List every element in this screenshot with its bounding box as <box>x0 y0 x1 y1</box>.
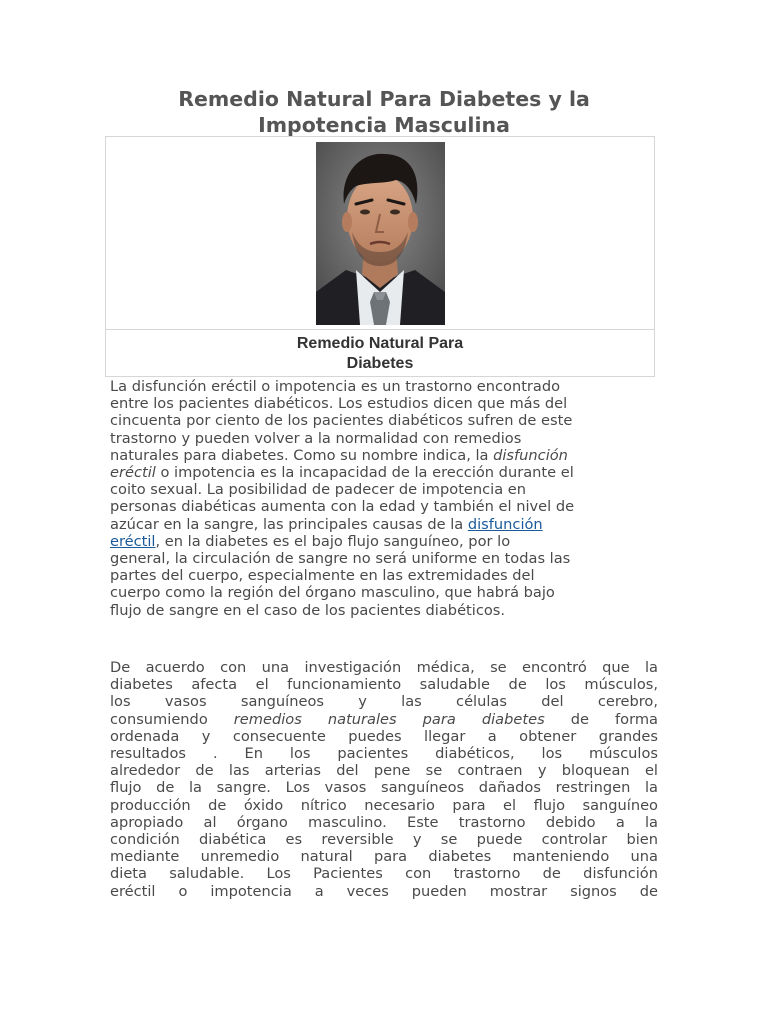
text-fragment: azúcar en la sangre, las principales causas de la <box>110 515 468 533</box>
text-line: condición diabética es reversible y se puede controlar bien <box>110 831 658 849</box>
title-line: Remedio Natural Para Diabetes y la <box>178 87 590 111</box>
text-line: los vasos sanguíneos y las células del cerebro, <box>110 693 658 711</box>
text-line: cincuenta por ciento de los pacientes diabéticos sufren de este <box>110 412 573 430</box>
italic-term: remedios naturales para diabetes <box>233 710 545 728</box>
text-line <box>110 711 658 728</box>
text-line: ordenada y consecuente puedes llegar a obtener grandes <box>110 727 658 745</box>
text-line: apropiado al órgano masculino. Este trastorno debido a la <box>110 813 658 831</box>
text-line <box>110 533 658 550</box>
text-line <box>110 447 658 464</box>
text-line: resultados . En los pacientes diabéticos, los músculos <box>110 745 658 763</box>
text-line: personas diabéticas aumenta con la edad y también el nivel de <box>110 498 575 516</box>
text-line: entre los pacientes diabéticos. Los estudios dicen que más del <box>110 395 568 413</box>
text-fragment: , en la diabetes es el bajo flujo sanguíneo, por lo <box>155 532 511 550</box>
text-line: dieta saludable. Los Pacientes con trastorno de disfunción <box>110 865 658 883</box>
figure-image-cell <box>106 137 654 330</box>
caption-line: Diabetes <box>346 355 414 372</box>
text-line: producción de óxido nítrico necesario para el flujo sanguíneo <box>110 796 658 814</box>
italic-term: disfunción <box>493 446 568 464</box>
title-line: Impotencia Masculina <box>258 113 510 137</box>
portrait-photo <box>316 142 445 325</box>
figure-table <box>105 136 655 377</box>
text-fragment: consumiendo <box>110 710 234 728</box>
text-line: De acuerdo con una investigación médica, se encontró que la <box>110 659 658 676</box>
paragraph-1 <box>110 378 658 619</box>
text-fragment: de forma <box>544 710 658 728</box>
italic-term: eréctil <box>110 464 156 482</box>
disfuncion-erectil-link[interactable]: disfunción <box>467 515 543 533</box>
text-fragment: naturales para diabetes. Como su nombre indica, la <box>110 446 494 464</box>
text-line: partes del cuerpo, especialmente en las extremidades del <box>110 567 535 585</box>
text-line <box>110 464 658 481</box>
text-fragment: o impotencia es la incapacidad de la erección durante el <box>155 464 574 482</box>
paragraph-2 <box>110 659 658 900</box>
text-line: flujo de sangre en el caso de los pacientes diabéticos. <box>110 601 506 619</box>
text-line: coito sexual. La posibilidad de padecer de impotencia en <box>110 481 527 499</box>
text-line: general, la circulación de sangre no será uniforme en todas las <box>110 550 571 568</box>
text-line: alrededor de las arterias del pene se contraen y bloquean el <box>110 762 658 780</box>
text-line: diabetes afecta el funcionamiento saludable de los músculos, <box>110 676 658 694</box>
text-line: trastorno y pueden volver a la normalidad con remedios <box>110 429 522 447</box>
document-title <box>100 86 668 138</box>
text-line: mediante unremedio natural para diabetes manteniendo una <box>110 848 658 866</box>
text-line: cuerpo como la región del órgano masculino, que habrá bajo <box>110 584 555 602</box>
disfuncion-erectil-link[interactable]: eréctil <box>110 532 156 550</box>
caption-line: Remedio Natural Para <box>296 335 464 352</box>
text-line <box>110 516 658 533</box>
figure-caption <box>106 334 654 374</box>
text-line: flujo de la sangre. Los vasos sanguíneos dañados restringen la <box>110 779 658 797</box>
text-line: eréctil o impotencia a veces pueden mostrar signos de <box>110 882 658 900</box>
text-line: La disfunción eréctil o impotencia es un trastorno encontrado <box>110 378 561 395</box>
